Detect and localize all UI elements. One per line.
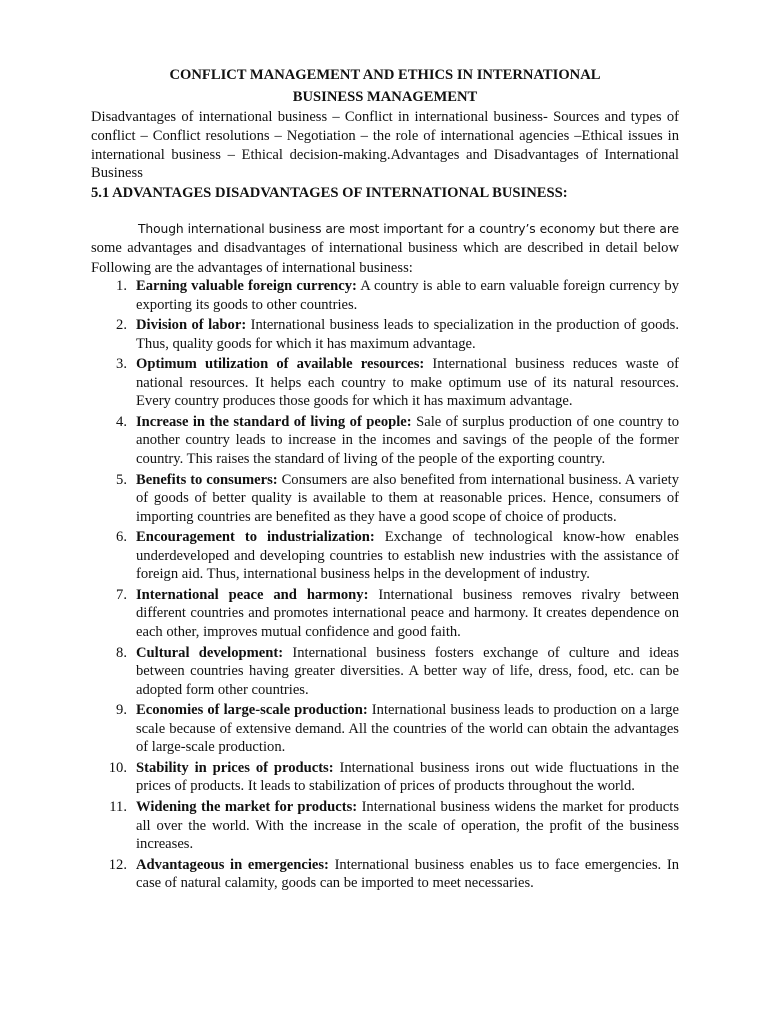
list-item-text: International business reduces waste of national resources. It helps each country to make optimum use of its natural resources. Every country produces those goods for which it has maximum advantage. bbox=[136, 356, 679, 410]
list-item-text: Exchange of technological know-how enables underdeveloped and developing countries to establish new industries with the assistance of foreign aid. Thus, international business helps in the development of industry. bbox=[136, 529, 679, 583]
list-item-number: 6. bbox=[116, 529, 127, 546]
list-item bbox=[91, 798, 679, 854]
list-item-number: 12. bbox=[108, 856, 127, 873]
list-item-text: International business removes rivalry between different countries and promotes international peace and harmony. It creates dependence on each other, improves mutual confidence and good faith. bbox=[136, 586, 679, 641]
list-item bbox=[91, 701, 679, 757]
list-item-text: International business irons out wide fluctuations in the prices of products. It leads to stabilization of prices of products throughout the world. bbox=[136, 759, 680, 795]
list-item bbox=[91, 759, 679, 796]
list-item bbox=[91, 355, 679, 411]
list-item-number: 2. bbox=[116, 317, 127, 334]
list-item-number: 9. bbox=[116, 702, 127, 719]
list-item-number: 1. bbox=[116, 278, 127, 294]
section-heading: 5.1 ADVANTAGES DISADVANTAGES OF INTERNATIONAL BUSINESS: bbox=[91, 185, 568, 201]
list-item bbox=[91, 586, 679, 642]
intro-paragraph: Disadvantages of international business – Conflict in international business- Sources and types of conflict – Conflict resolutions – Negotiation – the role of international agencies –Ethical issues in international business – Ethical decision-making.Advantages and Disadvantages of International Business bbox=[91, 109, 679, 182]
list-item-number: 4. bbox=[116, 413, 127, 430]
list-item-term: Cultural development: bbox=[136, 644, 284, 661]
list-item-term: Stability in prices of products: bbox=[136, 759, 334, 776]
list-item bbox=[91, 413, 679, 469]
list-item-term: Economies of large-scale production: bbox=[136, 702, 368, 719]
list-item-term: Encouragement to industrialization: bbox=[136, 529, 375, 546]
document-title-line-1: CONFLICT MANAGEMENT AND ETHICS IN INTERNATIONAL bbox=[169, 67, 601, 83]
list-item bbox=[91, 856, 679, 893]
list-item-number: 7. bbox=[116, 586, 127, 603]
advantages-list bbox=[91, 277, 679, 895]
list-item-number: 3. bbox=[116, 356, 127, 373]
list-item-text: Consumers are also benefited from international business. A variety of goods of better quality is available to them at reasonable prices. Hence, consumers of importing countries are benefited as they have a good scope of choice of products. bbox=[136, 471, 679, 525]
body-paragraph bbox=[91, 220, 679, 278]
list-item-term: Advantageous in emergencies: bbox=[136, 856, 329, 873]
list-item-text: International business enables us to face emergencies. In case of natural calamity, goods can be imported to meet necessaries. bbox=[136, 856, 679, 892]
list-item bbox=[91, 471, 679, 527]
list-item-text: Sale of surplus production of one country to another country leads to increase in the incomes and savings of the people of the former country. This raises the standard of living of the people of the exporting country. bbox=[136, 413, 679, 468]
list-item-term: International peace and harmony: bbox=[136, 586, 369, 603]
list-item-text: International business fosters exchange of culture and ideas between countries having greater diversities. A better way of life, dress, food, etc. can be adopted form other countries. bbox=[136, 644, 679, 698]
list-item-term: Optimum utilization of available resources: bbox=[136, 356, 425, 373]
list-item-text: International business leads to production on a large scale because of extensive demand. All the countries of the world can obtain the advantages of large-scale production. bbox=[136, 702, 679, 756]
list-item bbox=[91, 316, 679, 353]
list-item-number: 11. bbox=[109, 798, 127, 815]
list-item-term: Increase in the standard of living of people: bbox=[136, 413, 412, 430]
list-item-term: Widening the market for products: bbox=[136, 798, 358, 815]
list-item-number: 5. bbox=[116, 471, 127, 488]
list-item bbox=[91, 277, 679, 314]
list-item-number: 8. bbox=[116, 644, 127, 661]
list-item-term: Division of labor: bbox=[136, 317, 247, 334]
list-item-text: International business leads to specialization in the production of goods. Thus, quality goods for which it has maximum advantage. bbox=[136, 317, 679, 352]
list-item-term: Benefits to consumers: bbox=[136, 471, 278, 488]
list-item-number: 10. bbox=[108, 759, 127, 776]
list-item bbox=[91, 644, 679, 700]
document-title-line-2: BUSINESS MANAGEMENT bbox=[292, 89, 478, 105]
list-item-text: International business widens the market for products all over the world. With the increase in the scale of operation, the profit of the business increases. bbox=[136, 798, 679, 853]
body-paragraph-rest: some advantages and disadvantages of international business which are described in detail below Following are the advantages of international business: bbox=[91, 240, 679, 276]
list-item-term: Earning valuable foreign currency: bbox=[136, 278, 357, 294]
list-item bbox=[91, 528, 679, 584]
list-item-text: A country is able to earn valuable foreign currency by exporting its goods to other countries. bbox=[136, 278, 680, 313]
body-paragraph-first-line: Though international business are most important for a country’s economy but there are bbox=[138, 222, 679, 236]
